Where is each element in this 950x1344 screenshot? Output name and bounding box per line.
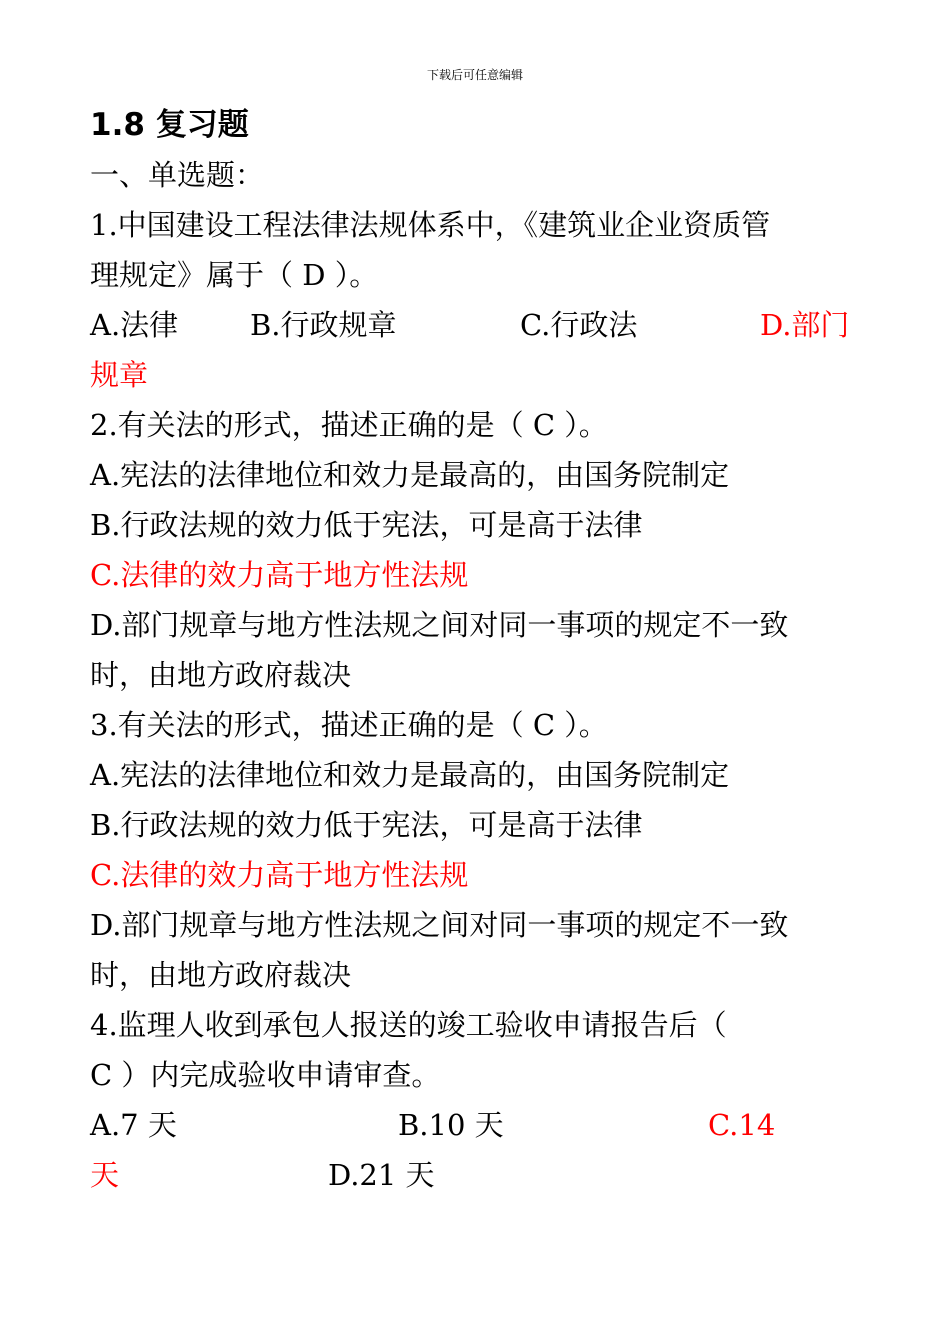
q4-option-b: B.10 天 [398,1108,504,1142]
q2-option-c-answer: C.法律的效力高于地方性法规 [90,558,469,592]
q1-stem-line1: 1.中国建设工程法律法规体系中，《建筑业企业资质管 [90,208,771,242]
subsection-heading: 一、单选题： [90,158,265,192]
q2-option-d-line1: D.部门规章与地方性法规之间对同一事项的规定不一致 [90,608,789,642]
q3-option-d-line2: 时，由地方政府裁决 [90,958,352,992]
q1-stem-line2: 理规定》属于（ D ）。 [90,258,379,292]
q4-option-c-answer-continued: 天 [90,1158,120,1192]
q1-option-a: A.法律 [90,308,179,342]
q4-options-row [90,1100,860,1150]
q2-option-d-line2: 时，由地方政府裁决 [90,658,352,692]
q2-option-b: B.行政法规的效力低于宪法，可是高于法律 [90,508,643,542]
q1-option-d-answer: D.部门 [760,308,850,342]
q2-option-a: A.宪法的法律地位和效力是最高的，由国务院制定 [90,458,730,492]
q4-stem-line2: C ）内完成验收申请审查。 [90,1058,441,1092]
section-title: 1.8 复习题 [90,107,249,143]
q4-option-d: D.21 天 [328,1158,435,1192]
q1-option-d-answer-continued: 规章 [90,358,149,392]
document-body [90,100,860,1200]
q4-options-row2 [90,1150,860,1200]
q4-option-c-answer: C.14 [708,1108,776,1142]
header-note: 下载后可任意编辑 [426,68,523,82]
q1-options-row [90,300,860,350]
q3-stem: 3.有关法的形式，描述正确的是（ C ）。 [90,708,608,742]
q3-option-c-answer: C.法律的效力高于地方性法规 [90,858,469,892]
q4-option-a: A.7 天 [90,1108,177,1142]
q2-stem: 2.有关法的形式，描述正确的是（ C ）。 [90,408,608,442]
q3-option-d-line1: D.部门规章与地方性法规之间对同一事项的规定不一致 [90,908,789,942]
q1-option-b: B.行政规章 [250,308,397,342]
q3-option-b: B.行政法规的效力低于宪法，可是高于法律 [90,808,643,842]
q1-option-c: C.行政法 [520,308,638,342]
q4-stem-line1: 4.监理人收到承包人报送的竣工验收申请报告后（ [90,1008,727,1042]
q3-option-a: A.宪法的法律地位和效力是最高的，由国务院制定 [90,758,730,792]
